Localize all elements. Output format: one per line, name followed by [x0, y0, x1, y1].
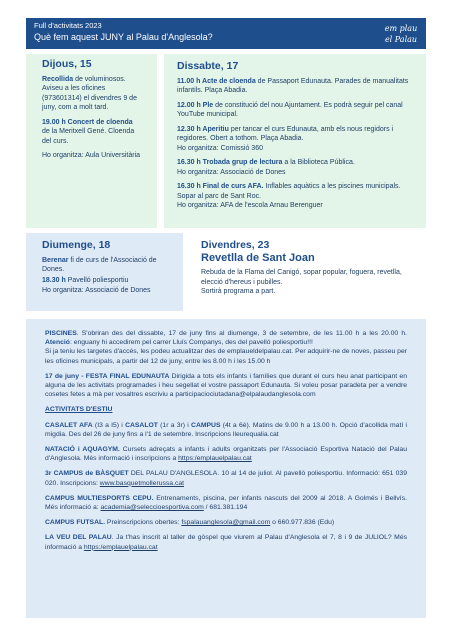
header-title: Què fem aquest JUNY al Palau d'Anglesola?: [34, 32, 213, 42]
info-veu-palau: LA VEU DEL PALAU. Ja t'has inscrit al taller de gòspel que viurem al Palau d'Anglesola el 7, 8 i 9 de JULIOL? Més informació a https:/emplauelpalau.cat: [45, 534, 407, 551]
dissabte-box: [164, 54, 426, 228]
veu-palau-link[interactable]: https:/emplauelpalau.cat: [83, 543, 158, 551]
diumenge-event-2: 18.30 h Pavelló poliesportiu: [42, 276, 129, 284]
dijous-organizer: Ho organitza: Aula Universitària: [42, 152, 141, 159]
dissabte-event-3: 12.30 h Aperitiu per tancar el curs Edunauta, amb els nous regidors i regidores. Obert a tothom. Plaça Abadia. Ho organitza: Comissió 360: [177, 125, 394, 152]
futsal-email-link[interactable]: fspalauanglesola@gmail.com: [181, 519, 271, 527]
info-multiesports: CAMPUS MULTIESPORTS CEPU. Entrenaments, piscina, per infants nascuts del 2009 al 2018. A Golmés i Bellvís. Més informació a: academia@seleccioesportiva.com / 681.381.194: [45, 494, 407, 512]
diumenge-box: [26, 233, 183, 311]
diumenge-event-1: Berenar fi de curs de l'Associació de Dones.: [42, 256, 157, 273]
svg-text:el Palau: el Palau: [384, 35, 418, 44]
divendres-text: Rebuda de la Flama del Canigó, sopar popular, foguera, revetlla, elecció d'hereus i pubilles.: [201, 269, 402, 286]
dijous-box: [26, 54, 157, 228]
info-box: [26, 319, 426, 618]
multiesports-email-link[interactable]: academia@seleccioesportiva.com: [100, 504, 204, 512]
svg-text:em plau: em plau: [384, 24, 418, 33]
em-plau-el-palau-logo: [384, 20, 418, 46]
dijous-event-2: 19.00 h Concert de cloenda de la Meritxell Gené. Cloenda del curs.: [42, 118, 135, 145]
info-festa-edunauta: 17 de juny - FESTA FINAL EDUNAUTA Dirigida a tots els infants i famílies que durant el curs heu anat participant en alguna de les activitats programades i heu segellat el vostre passaport Edunauta. Si voleu posar paradeta per a vendre cosetes fetes a mà per vosaltres escriviu a participaciociutadana@elpalaudanglesola.com: [45, 372, 407, 399]
info-futsal: CAMPUS FUTSAL. Preinscripcions obertes: fspalauanglesola@gmail.com o 660.977.836 (Edu): [45, 519, 335, 527]
divendres-title: Divendres, 23: [201, 239, 270, 251]
info-section-title: ACTIVITATS D'ESTIU: [45, 406, 113, 414]
dijous-event-1: Recollida de voluminosos. Aviseu a les oficines (973601314) el divendres 9 de juny, com a molt tard.: [42, 75, 137, 111]
dissabte-event-2: 12.00 h Ple de constitució del nou Ajuntament. Es podrà seguir pel canal YouTube municipal.: [177, 101, 403, 118]
diumenge-organizer: Ho organitza: Associació de Dones: [42, 287, 151, 294]
info-piscines: PISCINES. S'obriran des del dissabte, 17 de juny fins al diumenge, 3 de setembre, de les 11.00 h a les 20.00 h. Atenció: enguany hi accedirem pel carrer Lluís Companys, des del pavelló poliesportiu!!! Si ja teniu les targetes d'accés, les podeu actualitzar des de emplaueldelpalau.cat. Per adquirir-ne de noves, passeu per les oficines municipals, a partir del 12 de juny, entre les 8.00 h i les 15.00 h: [45, 330, 407, 365]
dijous-title: Dijous, 15: [42, 58, 92, 70]
divendres-text-2: Sortirà programa a part.: [201, 288, 276, 295]
diumenge-title: Diumenge, 18: [42, 239, 111, 251]
header-banner: [26, 18, 426, 49]
natacio-link[interactable]: https:/emplauelpalau.cat: [178, 455, 252, 463]
dissabte-event-1: 11.00 h Acte de cloenda de Passaport Edunauta. Parades de manualitats infantils. Plaça Abadia.: [177, 77, 409, 94]
info-basquet: 3r CAMPUS de BÀSQUET DEL PALAU D'ANGLESOLA. 10 al 14 de juliol. Al pavelló poliesportiu. Informació: 651 039 020. Inscripcions: www.basquetmollerussa.cat: [45, 470, 407, 487]
divendres-subtitle: Revetlla de Sant Joan: [201, 251, 315, 264]
header-subtitle: Full d'activitats 2023: [34, 21, 102, 30]
info-casalet: CASALET AFA (I3 a I5) i CASALOT (1r a 3r) i CAMPUS (4t a 6è). Matins de 9.00 h a 13.00 h. Opció d'acollida matí i migdia. Des del 26 de juny fins a l'1 de setembre. Inscripcions lleurequalia.cat: [45, 421, 407, 438]
dissabte-title: Dissabte, 17: [177, 60, 239, 72]
dissabte-event-4: 16.30 h Trobada grup de lectura a la Biblioteca Pública. Ho organitza: Associació de Dones: [177, 159, 355, 176]
divendres-box: [191, 233, 426, 311]
basquet-link[interactable]: www.basquetmollerussa.cat: [99, 479, 185, 487]
dissabte-event-5: 16.30 h Final de curs AFA. Inflables aquàtics a les piscines municipals. Sopar al parc de Sant Roc. Ho organitza: AFA de l'escola Arnau Berenguer: [177, 183, 401, 209]
info-natacio: NATACIÓ i AQUAGYM. Cursets adreçats a infants i adults organitzats per l'Associació Esportiva Natació del Palau d'Anglesola. Més informació i inscripcions a https:/emplauelpalau.cat: [45, 446, 407, 463]
